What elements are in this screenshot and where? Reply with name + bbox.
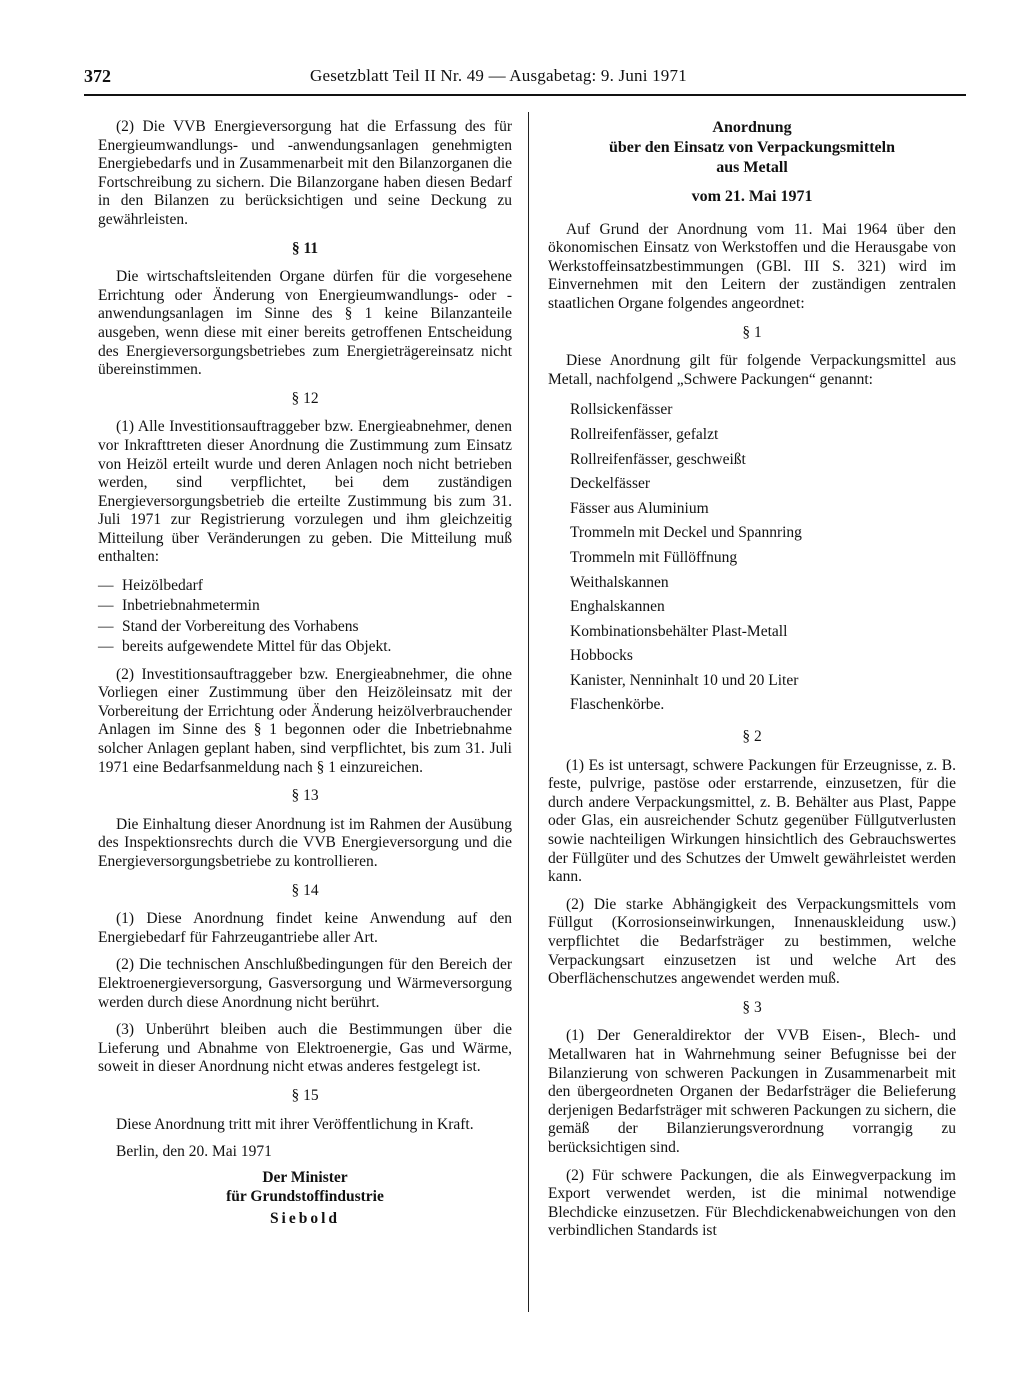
section-heading-3: § 3 [742, 998, 762, 1016]
list-item: Weithalskannen [570, 573, 669, 591]
ordinance-title [548, 118, 956, 178]
paragraph: Diese Anordnung gilt für folgende Verpackungsmittel aus Metall, nachfolgend „Schwere Packungen“ genannt: [548, 352, 956, 388]
paragraph: (2) Die technischen Anschlußbedingungen für den Bereich der Elektroenergieversorgung, Gasversorgung und Wärmeversorgung werden durch diese Anordnung nicht berührt. [98, 956, 512, 1011]
list-item: Hobbocks [570, 647, 633, 665]
section-heading-2: § 2 [742, 728, 762, 746]
paragraph: (1) Es ist untersagt, schwere Packungen für Erzeugnisse, z. B. feste, pulvrige, pastöse oder erstarrende, einzusetzen, für die durch andere Verpackungsmittel, z. B. Behälter aus Plast, Pappe oder Glas, ein ausreichender Schutz gegenüber Füllgutverlusten sowie nachteiligen Wirkungen hinsichtlich des Gebrauchswertes der Füllgüter und des Schutzes der Umwelt gewährleistet werden kann. [548, 756, 956, 886]
list-item: — Heizölbedarf [98, 576, 512, 596]
signature-title: Der Minister [262, 1168, 348, 1186]
paragraph: (2) Investitionsauftraggeber bzw. Energieabnehmer, die ohne Vorliegen einer Zustimmung über den Heizöleinsatz mit der Vorbereitung der Errichtung oder Änderung heizölverbrauchender Anlagen im Sinne des § 1 begonnen oder die Inbetriebnahme solcher Anlagen geplant haben, sind verpflichtet, bis zum 31. Juli 1971 eine Bedarfsanmeldung nach § 1 einzureichen. [98, 665, 512, 776]
list-item: Flaschenkörbe. [570, 696, 665, 714]
list-item: Rollsickenfässer [570, 401, 673, 419]
page-header [84, 64, 966, 96]
paragraph: (2) Für schwere Packungen, die als Einwegverpackung im Export verwendet werden, ist die minimal notwendige Blechdicke einzusetzen. Für Blechdickenabweichungen von den verbindlichen Standards ist [548, 1166, 956, 1240]
list-item: — Inbetriebnahmetermin [98, 596, 512, 616]
packaging-list [570, 398, 956, 718]
signature-ministry: für Grundstoffindustrie [226, 1187, 384, 1205]
page-number: 372 [84, 66, 111, 86]
column-divider [528, 112, 529, 1312]
right-column [548, 118, 956, 1250]
paragraph: (3) Unberührt bleiben auch die Bestimmungen über die Lieferung und Abnahme von Elektroenergie, Gas und Wärme, soweit in dieser Anordnung nicht etwas anderes festgelegt ist. [98, 1021, 512, 1076]
list-item: Kombinationsbehälter Plast-Metall [570, 622, 788, 640]
required-info-list [98, 576, 512, 658]
list-item: Fässer aus Aluminium [570, 499, 709, 517]
title-line: Anordnung [712, 119, 792, 136]
date-line: Berlin, den 20. Mai 1971 [116, 1143, 272, 1161]
paragraph: (1) Alle Investitionsauftraggeber bzw. Energieabnehmer, denen vor Inkrafttreten dieser Anordnung die Zustimmung zum Einsatz von Heizöl erteilt wurde und deren Anlagen noch nicht betrieben werden, sind verpflichtet, bei dem zuständigen Energieversorgungsbetrieb die erteilte Zustimmung bis zum 31. Juli 1971 zur Registrierung vorzulegen und ihm gleichzeitig Mitteilung über Veränderungen zu geben. Die Mitteilung muß enthalten: [98, 418, 512, 566]
list-item: Enghalskannen [570, 598, 665, 616]
left-column [98, 118, 512, 1228]
section-heading-12: § 12 [291, 389, 319, 407]
list-item: Rollreifenfässer, gefalzt [570, 425, 719, 443]
section-heading-13: § 13 [291, 787, 319, 805]
list-item: Trommeln mit Deckel und Spannring [570, 524, 802, 542]
paragraph: (2) Die VVB Energieversorgung hat die Erfassung des für Energieumwandlungs- und -anwendungsanlagen genehmigten Energiebedarfs und in Zusammenarbeit mit den Bilanzorganen die Fortschreibung zu sichern. Die Bilanzorgane haben diesen Bedarf in den Bilanzen zu berücksichtigen und seine Deckung zu gewährleisten. [98, 118, 512, 228]
paragraph: Die wirtschaftsleitenden Organe dürfen für die vorgesehene Errichtung oder Änderung von Energieumwandlungs- oder -anwendungsanlagen im Sinne des § 1 keine Bilanzanteile ausgeben, wenn diese mit einer bereits getroffenen Entscheidung des Energieversorgungsbetriebes zum Energieträgereinsatz nicht übereinstimmen. [98, 268, 512, 379]
section-heading-15: § 15 [291, 1086, 319, 1104]
list-item: Trommeln mit Füllöffnung [570, 548, 738, 566]
signer-name: Siebold [269, 1209, 341, 1227]
paragraph: (1) Der Generaldirektor der VVB Eisen-, Blech- und Metallwaren hat in Wahrnehmung seiner Befugnisse bei der Bilanzierung von schweren Packungen in Zusammenarbeit mit den übergeordneten Organen der Bedarfsträger die Belieferung derjenigen Bedarfsträger mit schweren Packungen zu sichern, die gemäß der Bilanzierungsverordnung vorrangig zu berücksichtigen sind. [548, 1027, 956, 1156]
title-line: aus Metall [716, 159, 788, 176]
running-head: Gesetzblatt Teil II Nr. 49 — Ausgabetag: 9. Juni 1971 [310, 66, 687, 85]
section-heading-11: § 11 [291, 239, 319, 257]
section-heading-1: § 1 [742, 323, 762, 341]
ordinance-date: vom 21. Mai 1971 [691, 188, 813, 205]
paragraph: Auf Grund der Anordnung vom 11. Mai 1964 über den ökonomischen Einsatz von Werkstoffen und die Herausgabe von Werkstoffeinsatzbestimmungen (GBl. III S. 321) wird im Einvernehmen mit den Leitern der zuständigen zentralen staatlichen Organe folgendes angeordnet: [548, 220, 956, 312]
paragraph: (1) Diese Anordnung findet keine Anwendung auf den Energiebedarf für Fahrzeugantriebe aller Art. [98, 910, 512, 946]
list-item: Rollreifenfässer, geschweißt [570, 450, 746, 468]
list-item: Deckelfässer [570, 475, 651, 493]
list-item: Kanister, Nenninhalt 10 und 20 Liter [570, 671, 799, 689]
paragraph: (2) Die starke Abhängigkeit des Verpackungsmittels vom Füllgut (Korrosionseinwirkungen, Innenauskleidung usw.) verpflichtet die Bedarfsträger zu bestimmen, welche Verpackungsart einzusetzen ist und welche Art des Oberflächenschutzes angewendet werden muß. [548, 895, 956, 988]
title-line: über den Einsatz von Verpackungsmitteln [609, 139, 895, 156]
section-heading-14: § 14 [291, 881, 319, 899]
paragraph: Diese Anordnung tritt mit ihrer Veröffentlichung in Kraft. [116, 1115, 474, 1133]
list-item: — bereits aufgewendete Mittel für das Objekt. [98, 637, 512, 657]
list-item: — Stand der Vorbereitung des Vorhabens [98, 617, 512, 637]
paragraph: Die Einhaltung dieser Anordnung ist im Rahmen der Ausübung des Inspektionsrechts durch die VVB Energieversorgung und die Energieversorgungsbetriebe zu kontrollieren. [98, 815, 512, 871]
